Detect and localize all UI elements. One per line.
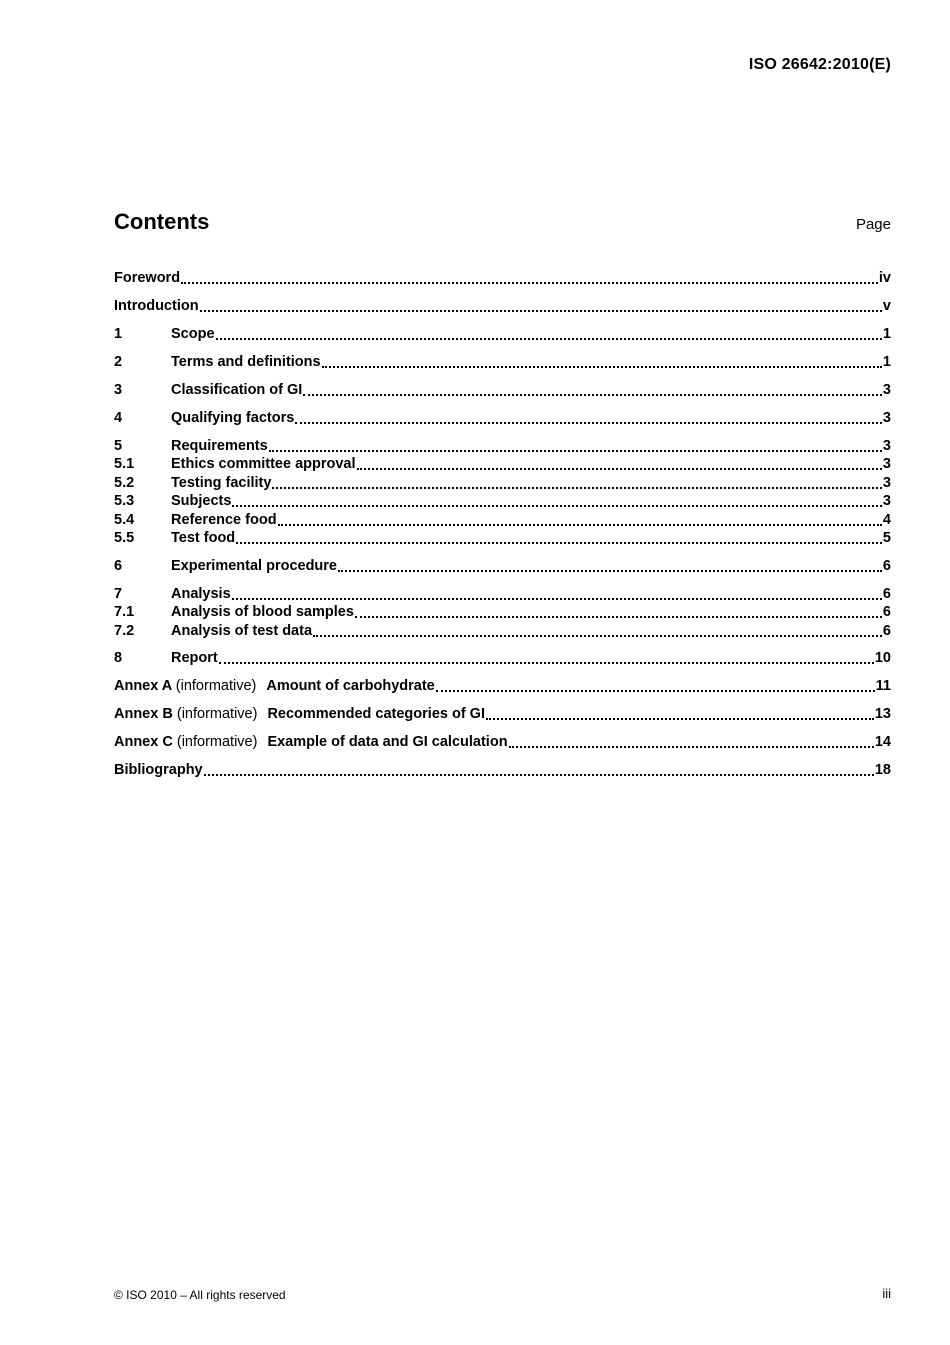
toc-entry-title: Recommended categories of GI [267,706,485,722]
toc-entry-number: 7.1 [114,604,135,620]
toc-entry-title: Subjects [171,493,232,509]
annex-type: (informative) [176,734,258,750]
toc-entry-page: 13 [874,706,891,722]
toc-entry-page: 1 [882,326,891,342]
toc-entry-page: 10 [874,650,891,666]
toc-entry-reference-food[interactable] [114,511,891,530]
dot-leader [269,437,882,452]
toc-entry-page: 18 [874,762,891,778]
annex-prefix [114,733,267,752]
toc-entry-testing-facility[interactable] [114,474,891,493]
dot-leader [272,474,881,489]
toc-entry-title: Terms and definitions [171,354,321,370]
toc-entry-page: 6 [882,623,891,639]
dot-leader [322,353,882,368]
page-number: iii [882,1286,891,1301]
toc-entry-annex-a[interactable] [114,677,891,696]
toc-entry-scope[interactable] [114,325,891,344]
copyright-notice: © ISO 2010 – All rights reserved [114,1288,286,1302]
annex-type: (informative) [175,678,257,694]
toc-entry-ethics[interactable] [114,455,891,474]
dot-leader [313,622,882,637]
toc-entry-number: 5.1 [114,456,135,472]
toc-entry-page: v [882,298,891,314]
toc-entry-page: iv [878,270,891,286]
dot-leader [338,557,882,572]
annex-label: Annex C [114,734,173,750]
toc-entry-title: Ethics committee approval [171,456,356,472]
toc-entry-page: 3 [882,382,891,398]
dot-leader [303,381,882,396]
dot-leader [236,529,882,544]
toc-entry-foreword[interactable] [114,269,891,288]
toc-entry-title: Reference food [171,512,277,528]
toc-entry-number: 1 [114,326,123,342]
toc-entry-page: 3 [882,456,891,472]
annex-label: Annex B [114,706,173,722]
toc-entry-subjects[interactable] [114,492,891,511]
toc-entry-title: Experimental procedure [171,558,337,574]
toc-entry-number: 7.2 [114,623,135,639]
dot-leader [355,603,882,618]
page-column-label: Page [855,216,891,233]
toc-entry-experimental[interactable] [114,557,891,576]
dot-leader [436,677,875,692]
toc-entry-number: 5.2 [114,475,135,491]
toc-entry-report[interactable] [114,649,891,668]
dot-leader [219,649,874,664]
toc-entry-page: 6 [882,604,891,620]
dot-leader [232,585,882,600]
toc-entry-number: 3 [114,382,123,398]
annex-type: (informative) [176,706,258,722]
dot-leader [357,455,882,470]
toc-entry-terms[interactable] [114,353,891,372]
toc-entry-title: Introduction [114,298,199,314]
toc-entry-title: Bibliography [114,762,203,778]
toc-entry-title: Analysis of test data [171,623,313,639]
toc-entry-number: 5.5 [114,530,135,546]
dot-leader [216,325,882,340]
contents-heading: Contents [114,209,210,234]
toc-entry-title: Analysis [171,586,231,602]
annex-label: Annex A [114,678,172,694]
dot-leader [232,492,881,507]
toc-entry-page: 3 [882,493,891,509]
toc-entry-page: 5 [882,530,891,546]
document-id: ISO 26642:2010(E) [748,56,891,73]
toc-entry-number: 2 [114,354,123,370]
toc-entry-page: 1 [882,354,891,370]
toc-entry-number: 7 [114,586,123,602]
dot-leader [509,733,874,748]
toc-entry-title: Test food [171,530,236,546]
toc-entry-requirements[interactable] [114,437,891,456]
dot-leader [181,269,878,284]
toc-entry-number: 5 [114,438,123,454]
dot-leader [204,761,874,776]
toc-entry-bibliography[interactable] [114,761,891,780]
toc-entry-title: Example of data and GI calculation [267,734,508,750]
toc-entry-title: Testing facility [171,475,272,491]
toc-entry-number: 4 [114,410,123,426]
toc-entry-number: 5.3 [114,493,135,509]
toc-entry-page: 11 [875,678,891,694]
toc-entry-page: 3 [882,475,891,491]
toc-entry-page: 6 [882,586,891,602]
toc-entry-qualifying[interactable] [114,409,891,428]
dot-leader [278,511,882,526]
toc-entry-title: Requirements [171,438,268,454]
toc-entry-classification[interactable] [114,381,891,400]
toc-entry-analysis[interactable] [114,585,891,604]
toc-entry-test-data[interactable] [114,622,891,641]
toc-entry-page: 6 [882,558,891,574]
toc-entry-number: 8 [114,650,123,666]
toc-entry-title: Foreword [114,270,181,286]
toc-entry-page: 3 [882,410,891,426]
toc-entry-introduction[interactable] [114,297,891,316]
toc-entry-annex-c[interactable] [114,733,891,752]
toc-entry-page: 4 [882,512,891,528]
toc-entry-page: 14 [874,734,891,750]
toc-entry-blood-samples[interactable] [114,603,891,622]
dot-leader [200,297,882,312]
toc-entry-title: Classification of GI [171,382,303,398]
annex-prefix [114,705,267,724]
toc-entry-test-food[interactable] [114,529,891,548]
toc-entry-number: 6 [114,558,123,574]
toc-entry-title: Report [171,650,218,666]
toc-entry-title: Qualifying factors [171,410,295,426]
dot-leader [486,705,874,720]
dot-leader [295,409,882,424]
toc-entry-title: Amount of carbohydrate [266,678,435,694]
toc-entry-title: Scope [171,326,215,342]
toc-entry-annex-b[interactable] [114,705,891,724]
toc-entry-number: 5.4 [114,512,135,528]
annex-prefix [114,677,266,696]
toc-entry-page: 3 [882,438,891,454]
toc-entry-title: Analysis of blood samples [171,604,354,620]
